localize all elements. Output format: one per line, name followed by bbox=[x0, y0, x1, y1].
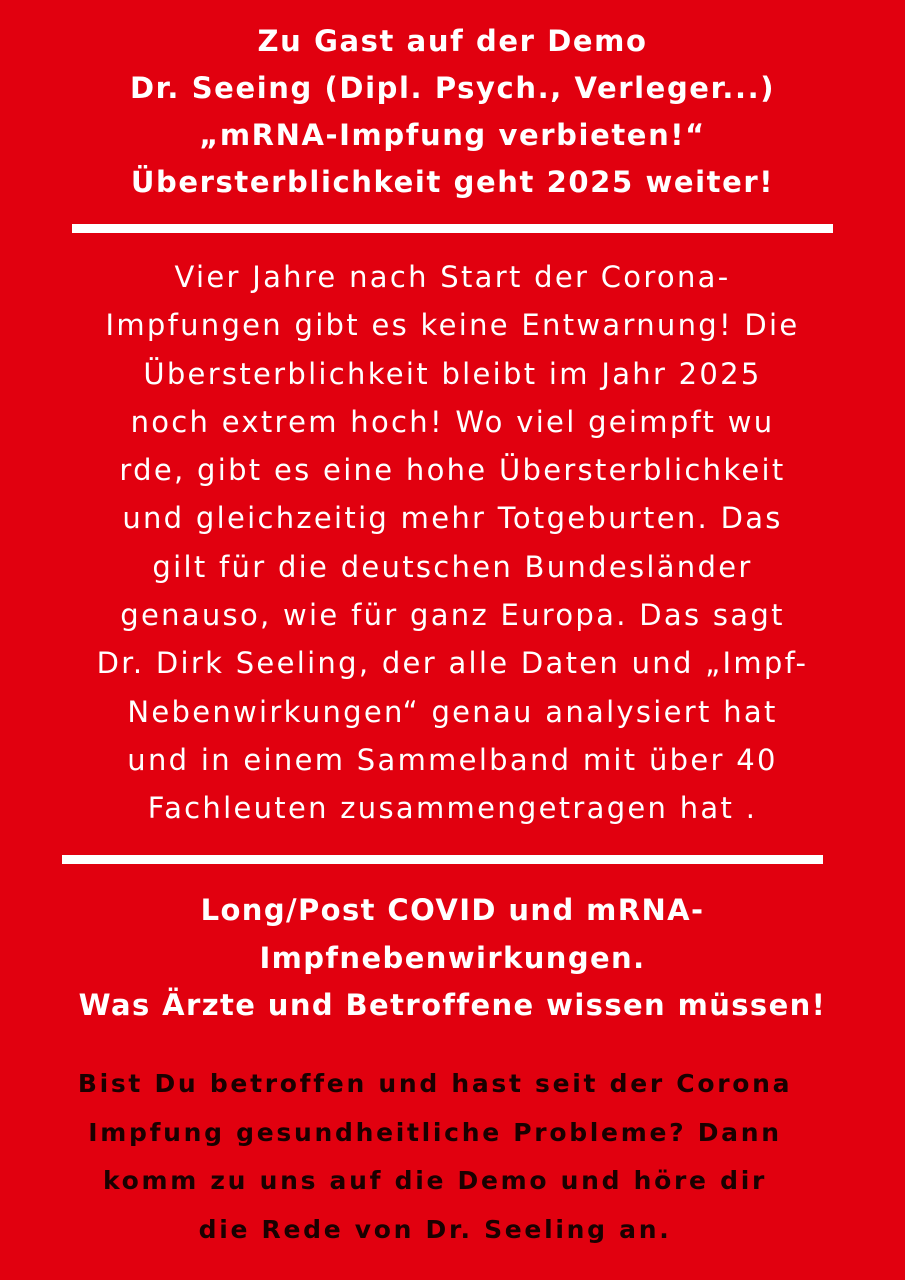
book-title bbox=[0, 887, 905, 1030]
body-line: und in einem Sammelband mit über 40 bbox=[127, 742, 778, 777]
body-line: gilt für die deutschen Bundesländer bbox=[152, 549, 753, 584]
body-line: Übersterblichkeit bleibt im Jahr 2025 bbox=[143, 356, 762, 391]
body-line: Nebenwirkungen“ genau analysiert hat bbox=[127, 694, 778, 729]
body-line: Dr. Dirk Seeling, der alle Daten und „Impf- bbox=[96, 646, 809, 681]
book-title-line: Impfnebenwirkungen. bbox=[259, 940, 646, 975]
book-title-line: Was Ärzte und Betroffene wissen müssen! bbox=[78, 988, 827, 1022]
body-line: Vier Jahre nach Start der Corona- bbox=[174, 260, 731, 294]
body-line: Impfungen gibt es keine Entwarnung! Die bbox=[105, 308, 800, 343]
body-line: noch extrem hoch! Wo viel geimpft wu bbox=[130, 404, 775, 439]
body-paragraph bbox=[0, 253, 905, 833]
book-title-line: Long/Post COVID und mRNA- bbox=[200, 893, 705, 927]
invitation-line: die Rede von Dr. Seeling an. bbox=[198, 1214, 672, 1244]
event-heading bbox=[0, 18, 905, 206]
heading-line: Übersterblichkeit geht 2025 weiter! bbox=[130, 165, 775, 199]
body-line: Fachleuten zusammengetragen hat . bbox=[147, 791, 758, 826]
heading-line: Dr. Seeing (Dipl. Psych., Verleger...) bbox=[129, 71, 776, 105]
invitation-line: komm zu uns auf die Demo und höre dir bbox=[102, 1166, 768, 1195]
body-line: genauso, wie für ganz Europa. Das sagt bbox=[120, 598, 785, 633]
invitation-line: Impfung gesundheitliche Probleme? Dann bbox=[88, 1117, 782, 1147]
heading-line: „mRNA-Impfung verbieten!“ bbox=[199, 118, 706, 152]
body-line: rde, gibt es eine hohe Übersterblichkeit bbox=[119, 453, 786, 488]
body-line: und gleichzeitig mehr Totgeburten. Das bbox=[122, 501, 783, 536]
invitation-line: Bist Du betroffen und hast seit der Corona bbox=[77, 1069, 793, 1098]
invitation-text bbox=[0, 1060, 870, 1254]
divider bbox=[62, 855, 823, 864]
heading-line: Zu Gast auf der Demo bbox=[257, 24, 648, 58]
divider bbox=[72, 224, 833, 233]
